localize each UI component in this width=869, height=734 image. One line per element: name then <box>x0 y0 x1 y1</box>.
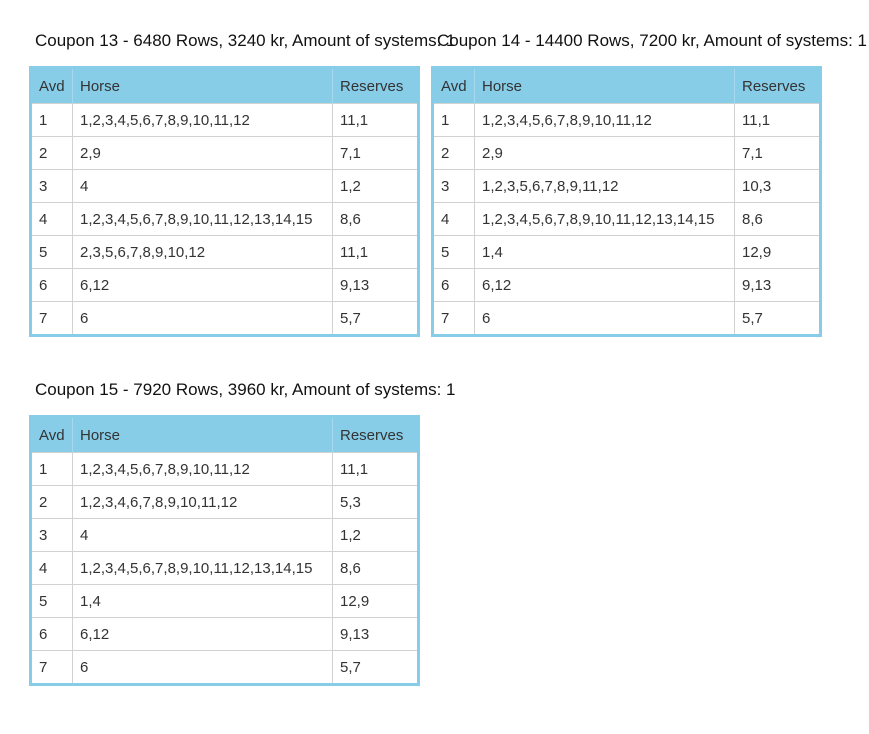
cell-reserves: 7,1 <box>735 137 821 170</box>
cell-reserves: 8,6 <box>333 552 419 585</box>
cell-avd: 2 <box>31 137 73 170</box>
table-row <box>433 104 821 137</box>
cell-horse: 1,2,3,5,6,7,8,9,11,12 <box>475 170 735 203</box>
cell-reserves: 9,13 <box>735 269 821 302</box>
table-row <box>31 486 419 519</box>
cell-horse: 1,2,3,4,5,6,7,8,9,10,11,12,13,14,15 <box>475 203 735 236</box>
cell-avd: 4 <box>31 203 73 236</box>
coupon-title: Coupon 13 - 6480 Rows, 3240 kr, Amount of systems: 1 <box>35 31 456 50</box>
cell-reserves: 11,1 <box>333 236 419 269</box>
header-reserves: Reserves <box>735 68 821 104</box>
cell-horse: 6 <box>475 302 735 336</box>
table-row <box>31 137 419 170</box>
cell-reserves: 5,7 <box>735 302 821 336</box>
table-row <box>31 453 419 486</box>
table-row <box>31 585 419 618</box>
coupon-15 <box>29 380 456 682</box>
table-row <box>31 269 419 302</box>
cell-avd: 5 <box>31 236 73 269</box>
coupon-title: Coupon 14 - 14400 Rows, 7200 kr, Amount of systems: 1 <box>437 31 867 50</box>
cell-horse: 6,12 <box>73 269 333 302</box>
cell-horse: 1,2,3,4,5,6,7,8,9,10,11,12 <box>73 104 333 137</box>
cell-horse: 1,4 <box>475 236 735 269</box>
header-avd: Avd <box>31 417 73 453</box>
table-row <box>433 236 821 269</box>
table-row <box>433 137 821 170</box>
coupon-title-clip <box>431 31 869 71</box>
table-row <box>31 552 419 585</box>
cell-avd: 2 <box>31 486 73 519</box>
cell-reserves: 11,1 <box>735 104 821 137</box>
cell-avd: 3 <box>31 519 73 552</box>
header-avd: Avd <box>433 68 475 104</box>
table-row <box>433 302 821 336</box>
table-row <box>31 519 419 552</box>
coupon-title: Coupon 15 - 7920 Rows, 3960 kr, Amount of systems: 1 <box>35 380 456 399</box>
cell-reserves: 8,6 <box>735 203 821 236</box>
cell-avd: 5 <box>31 585 73 618</box>
cell-reserves: 7,1 <box>333 137 419 170</box>
table-row <box>433 170 821 203</box>
table-row <box>31 104 419 137</box>
cell-avd: 1 <box>31 453 73 486</box>
cell-avd: 6 <box>31 269 73 302</box>
cell-avd: 4 <box>31 552 73 585</box>
cell-horse: 1,2,3,4,5,6,7,8,9,10,11,12,13,14,15 <box>73 203 333 236</box>
cell-avd: 1 <box>433 104 475 137</box>
cell-horse: 6,12 <box>475 269 735 302</box>
cell-reserves: 8,6 <box>333 203 419 236</box>
table-header-row <box>433 68 821 104</box>
cell-horse: 6 <box>73 302 333 336</box>
header-horse: Horse <box>475 68 735 104</box>
cell-avd: 5 <box>433 236 475 269</box>
cell-horse: 4 <box>73 170 333 203</box>
header-horse: Horse <box>73 417 333 453</box>
cell-horse: 6,12 <box>73 618 333 651</box>
table-header-row <box>31 417 419 453</box>
cell-reserves: 5,7 <box>333 651 419 685</box>
cell-avd: 3 <box>31 170 73 203</box>
cell-avd: 7 <box>433 302 475 336</box>
table-row <box>31 236 419 269</box>
cell-avd: 7 <box>31 302 73 336</box>
cell-reserves: 12,9 <box>333 585 419 618</box>
header-avd: Avd <box>31 68 73 104</box>
table-row <box>433 203 821 236</box>
cell-horse: 1,2,3,4,5,6,7,8,9,10,11,12 <box>475 104 735 137</box>
coupon-table <box>29 415 420 686</box>
cell-horse: 2,3,5,6,7,8,9,10,12 <box>73 236 333 269</box>
cell-horse: 2,9 <box>73 137 333 170</box>
coupon-13 <box>29 31 456 333</box>
cell-avd: 7 <box>31 651 73 685</box>
cell-horse: 1,2,3,4,6,7,8,9,10,11,12 <box>73 486 333 519</box>
cell-avd: 1 <box>31 104 73 137</box>
cell-avd: 4 <box>433 203 475 236</box>
cell-avd: 6 <box>433 269 475 302</box>
cell-reserves: 10,3 <box>735 170 821 203</box>
cell-reserves: 1,2 <box>333 519 419 552</box>
table-row <box>31 618 419 651</box>
cell-reserves: 1,2 <box>333 170 419 203</box>
cell-horse: 4 <box>73 519 333 552</box>
table-header-row <box>31 68 419 104</box>
table-row <box>433 269 821 302</box>
cell-reserves: 12,9 <box>735 236 821 269</box>
table-row <box>31 203 419 236</box>
table-row <box>31 651 419 685</box>
cell-horse: 1,2,3,4,5,6,7,8,9,10,11,12 <box>73 453 333 486</box>
cell-horse: 1,2,3,4,5,6,7,8,9,10,11,12,13,14,15 <box>73 552 333 585</box>
cell-avd: 2 <box>433 137 475 170</box>
cell-horse: 6 <box>73 651 333 685</box>
cell-reserves: 5,7 <box>333 302 419 336</box>
cell-reserves: 5,3 <box>333 486 419 519</box>
header-horse: Horse <box>73 68 333 104</box>
header-reserves: Reserves <box>333 417 419 453</box>
coupon-table <box>29 66 420 337</box>
coupon-table <box>431 66 822 337</box>
coupon-14 <box>431 31 869 333</box>
table-row <box>31 302 419 336</box>
cell-avd: 6 <box>31 618 73 651</box>
table-row <box>31 170 419 203</box>
cell-horse: 2,9 <box>475 137 735 170</box>
header-reserves: Reserves <box>333 68 419 104</box>
cell-reserves: 11,1 <box>333 453 419 486</box>
cell-horse: 1,4 <box>73 585 333 618</box>
cell-reserves: 9,13 <box>333 618 419 651</box>
cell-avd: 3 <box>433 170 475 203</box>
cell-reserves: 9,13 <box>333 269 419 302</box>
cell-reserves: 11,1 <box>333 104 419 137</box>
